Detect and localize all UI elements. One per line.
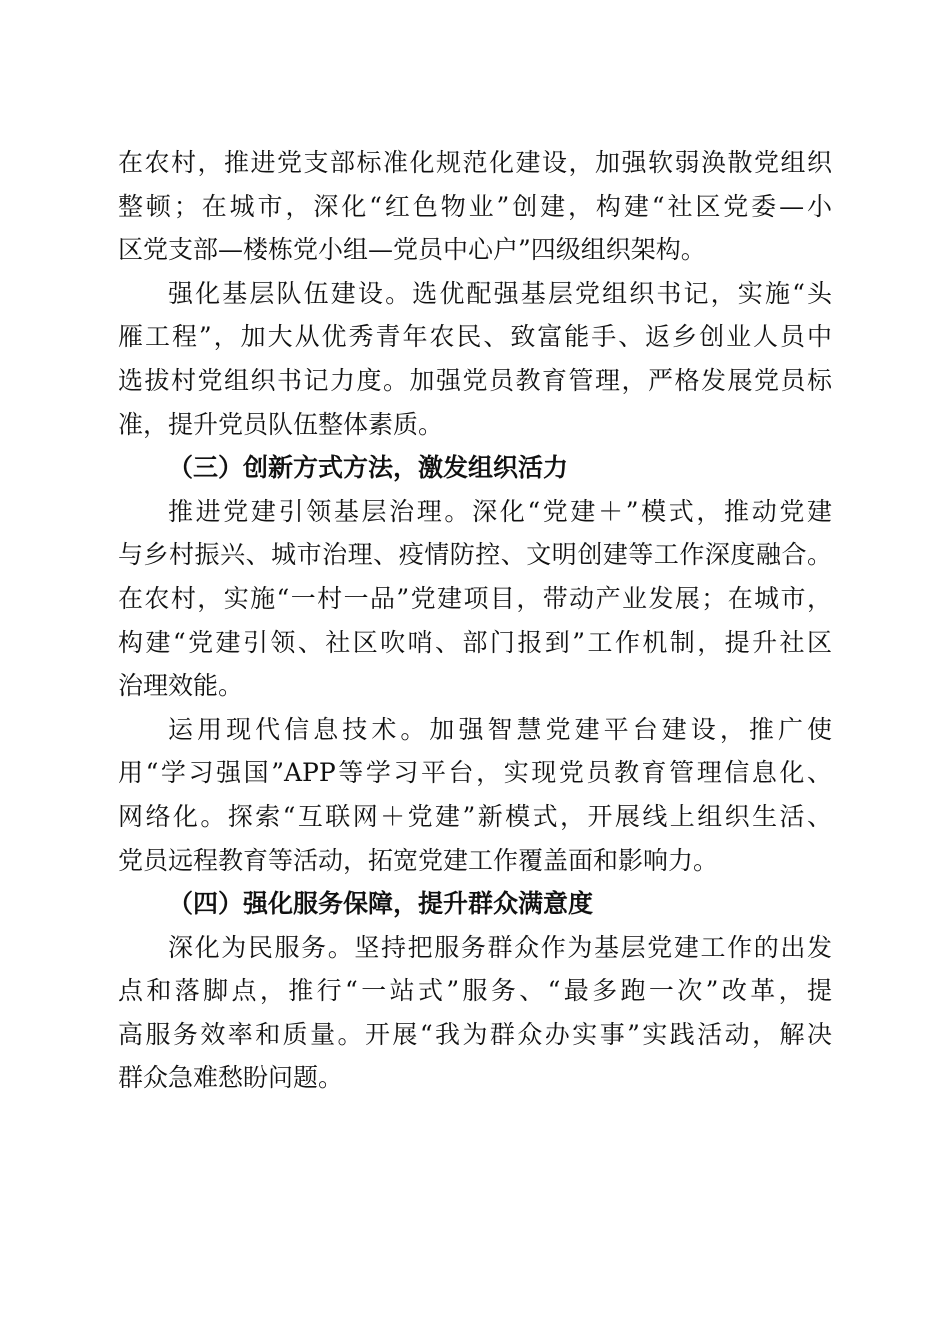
text-line: 群众急难愁盼问题。 bbox=[118, 1063, 344, 1093]
section-heading: （四）强化服务保障，提升群众满意度 bbox=[168, 889, 594, 919]
text-line: 在农村，推进党支部标准化规范化建设，加强软弱涣散党组织 bbox=[118, 148, 832, 177]
text-line: 深化为民服务。坚持把服务群众作为基层党建工作的出发 bbox=[168, 932, 832, 962]
text-line: 推进党建引领基层治理。深化“党建＋”模式，推动党建 bbox=[168, 496, 832, 526]
text-line: 网络化。探索“互联网＋党建”新模式，开展线上组织生活、 bbox=[118, 801, 832, 831]
section-heading: （三）创新方式方法，激发组织活力 bbox=[168, 453, 569, 483]
text-line: 强化基层队伍建设。选优配强基层党组织书记，实施“头 bbox=[168, 278, 832, 308]
text-line: 准，提升党员队伍整体素质。 bbox=[118, 409, 444, 439]
text-line: 与乡村振兴、城市治理、疫情防控、文明创建等工作深度融合。 bbox=[118, 540, 832, 570]
text-line: 用“学习强国”APP等学习平台，实现党员教育管理信息化、 bbox=[118, 758, 832, 788]
text-line: 在农村，实施“一村一品”党建项目，带动产业发展；在城市， bbox=[118, 583, 832, 613]
text-line: 治理效能。 bbox=[118, 671, 244, 701]
text-line: 构建“党建引领、社区吹哨、部门报到”工作机制，提升社区 bbox=[118, 627, 832, 657]
text-line: 点和落脚点，推行“一站式”服务、“最多跑一次”改革，提 bbox=[118, 976, 832, 1006]
text-line: 运用现代信息技术。加强智慧党建平台建设，推广使 bbox=[168, 714, 832, 744]
text-line: 高服务效率和质量。开展“我为群众办实事”实践活动，解决 bbox=[118, 1019, 832, 1049]
text-line: 区党支部—楼栋党小组—党员中心户”四级组织架构。 bbox=[118, 235, 706, 265]
document-body bbox=[118, 141, 832, 1100]
text-line: 雁工程”，加大从优秀青年农民、致富能手、返乡创业人员中 bbox=[118, 322, 832, 352]
text-line: 整顿；在城市，深化“红色物业”创建，构建“社区党委—小 bbox=[118, 191, 832, 221]
text-line: 选拔村党组织书记力度。加强党员教育管理，严格发展党员标 bbox=[118, 365, 832, 395]
text-line: 党员远程教育等活动，拓宽党建工作覆盖面和影响力。 bbox=[118, 845, 719, 875]
